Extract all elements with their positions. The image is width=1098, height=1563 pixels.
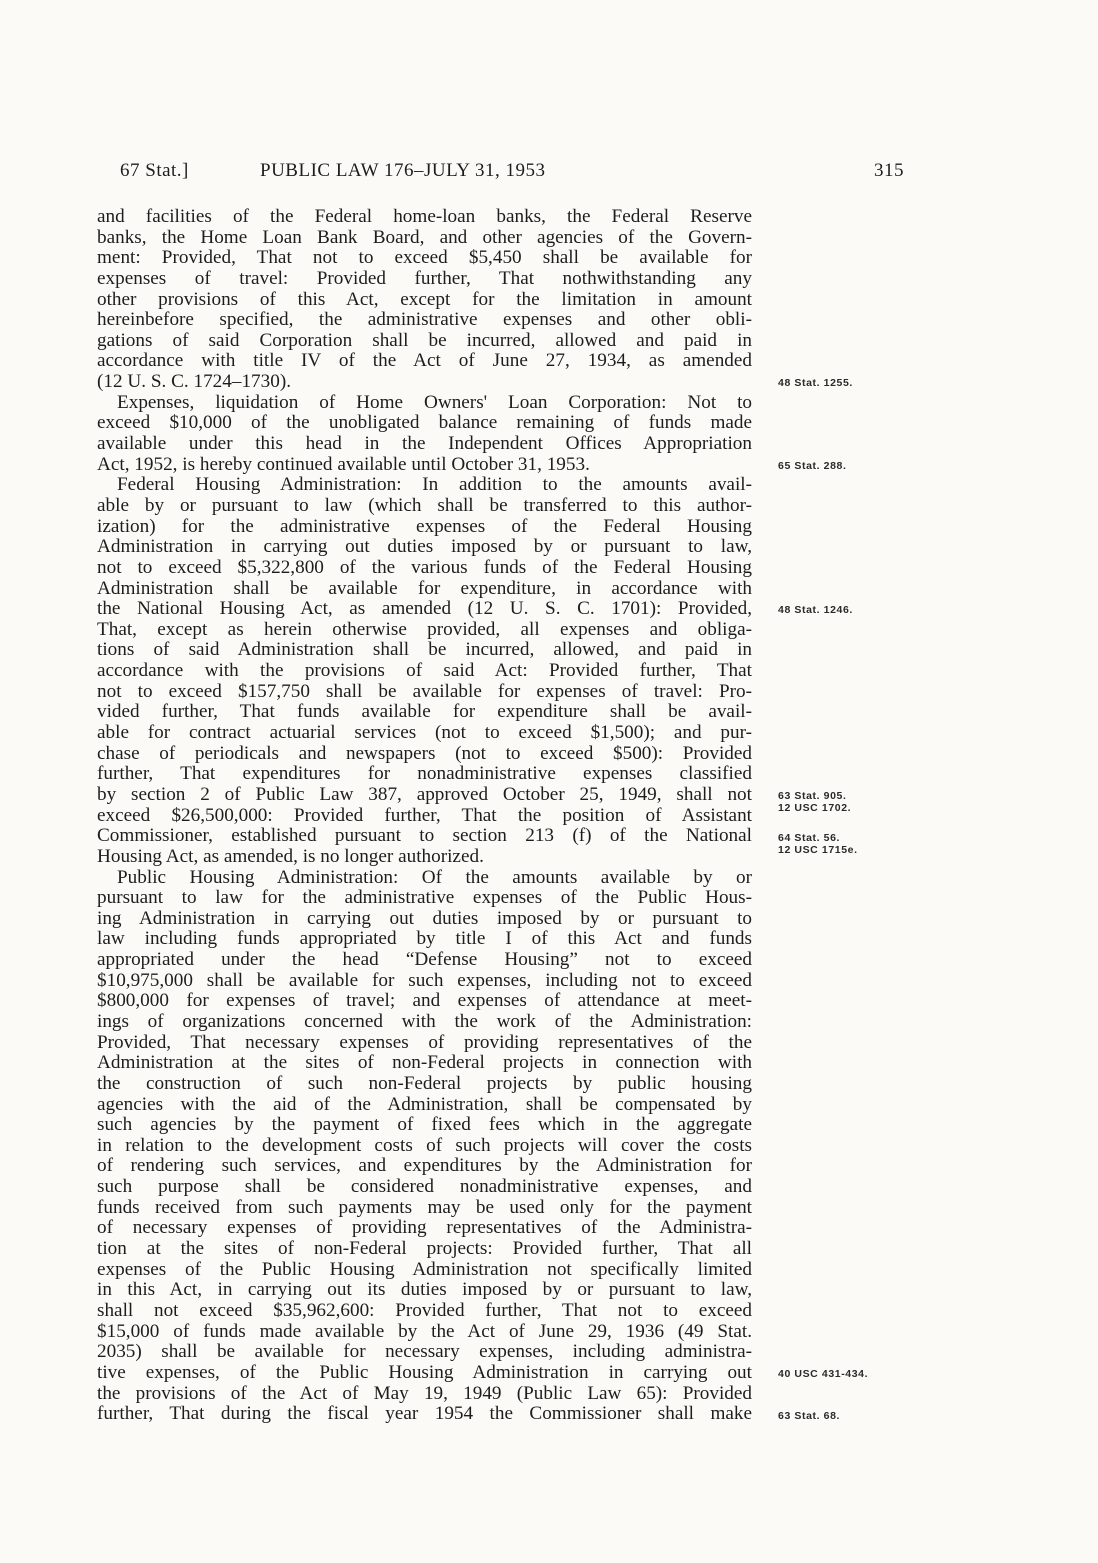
page-header (120, 160, 904, 190)
body-line: in relation to the development costs of such projects will cover the costs (97, 1134, 752, 1156)
body-line: Administration shall be available for expenditure, in accordance with (97, 577, 752, 599)
margin-citation-line: 65 Stat. 288. (778, 459, 847, 472)
body-line: in this Act, in carrying out its duties imposed by or pursuant to law, (97, 1279, 752, 1301)
body-line: able by or pursuant to law (which shall be transferred to this author- (97, 494, 752, 516)
body-line: shall not exceed $35,962,600: Provided further, That not to exceed (97, 1299, 752, 1321)
body-line: further, That during the fiscal year 1954 the Commissioner shall make (97, 1403, 752, 1425)
body-line: further, That expenditures for nonadministrative expenses classified (97, 763, 752, 785)
body-line: such agencies by the payment of fixed fees which in the aggregate (97, 1114, 752, 1136)
body-line: expenses of the Public Housing Administration not specifically limited (97, 1258, 752, 1280)
margin-citation-line: 48 Stat. 1246. (778, 604, 853, 617)
body-line: not to exceed $5,322,800 of the various funds of the Federal Housing (97, 556, 752, 578)
margin-citation (778, 832, 858, 856)
body-line: Act, 1952, is hereby continued available until October 31, 1953. (97, 453, 590, 475)
body-line: the construction of such non-Federal projects by public housing (97, 1072, 752, 1094)
body-line: the National Housing Act, as amended (12 U. S. C. 1701): Provided, (97, 598, 752, 620)
body-line: Housing Act, as amended, is no longer authorized. (97, 845, 484, 867)
body-line: agencies with the aid of the Administration, shall be compensated by (97, 1093, 752, 1115)
body-line: ization) for the administrative expenses of the Federal Housing (97, 515, 752, 537)
body-line: Administration in carrying out duties imposed by or pursuant to law, (97, 536, 752, 558)
margin-citation-line: 40 USC 431-434. (778, 1368, 869, 1381)
body-line: Federal Housing Administration: In addition to the amounts avail- (117, 474, 752, 496)
body-line: ment: Provided, That not to exceed $5,450 shall be available for (97, 247, 752, 269)
margin-citation (778, 460, 847, 472)
body-line: tive expenses, of the Public Housing Administration in carrying out (97, 1361, 752, 1383)
body-line: tion at the sites of non-Federal projects: Provided further, That all (97, 1238, 752, 1260)
page-number: 315 (874, 160, 904, 181)
body-line: exceed $26,500,000: Provided further, That the position of Assistant (97, 804, 752, 826)
header-title: PUBLIC LAW 176–JULY 31, 1953 (260, 160, 546, 181)
body-line: $800,000 for expenses of travel; and expenses of attendance at meet- (97, 990, 752, 1012)
margin-citation-line: 64 Stat. 56. (778, 831, 841, 844)
body-line: ing Administration in carrying out duties imposed by or pursuant to (97, 907, 752, 929)
body-line: law including funds appropriated by title I of this Act and funds (97, 928, 752, 950)
body-line: available under this head in the Independent Offices Appropriation (97, 433, 752, 455)
body-line: pursuant to law for the administrative expenses of the Public Hous- (97, 887, 752, 909)
header-statute-volume: 67 Stat.] (120, 160, 189, 181)
body-line: accordance with title IV of the Act of June 27, 1934, as amended (97, 350, 752, 372)
body-line: of necessary expenses of providing representatives of the Administra- (97, 1217, 752, 1239)
margin-citation-line: 12 USC 1715e. (778, 843, 858, 856)
body-line: exceed $10,000 of the unobligated balance remaining of funds made (97, 412, 752, 434)
body-line: other provisions of this Act, except for the limitation in amount (97, 288, 752, 310)
margin-citation (778, 1410, 840, 1422)
body-line: appropriated under the head “Defense Housing” not to exceed (97, 949, 752, 971)
body-line: and facilities of the Federal home-loan banks, the Federal Reserve (97, 206, 752, 227)
body-line: hereinbefore specified, the administrative expenses and other obli- (97, 309, 752, 331)
body-line: banks, the Home Loan Bank Board, and other agencies of the Govern- (97, 226, 752, 248)
body-line: expenses of travel: Provided further, That nothwithstanding any (97, 267, 752, 289)
body-line: That, except as herein otherwise provided, all expenses and obliga- (97, 618, 752, 640)
body-line: $10,975,000 shall be available for such expenses, including not to exceed (97, 969, 752, 991)
body-line: Expenses, liquidation of Home Owners' Loan Corporation: Not to (117, 391, 752, 413)
margin-citation (778, 604, 853, 616)
body-line: able for contract actuarial services (not to exceed $1,500); and pur- (97, 722, 752, 744)
body-text (97, 207, 752, 1425)
margin-citation (778, 790, 851, 814)
body-line: Provided, That necessary expenses of providing representatives of the (97, 1031, 752, 1053)
body-line: Commissioner, established pursuant to section 213 (f) of the National (97, 825, 752, 847)
body-line: (12 U. S. C. 1724–1730). (97, 371, 292, 393)
body-line: not to exceed $157,750 shall be available for expenses of travel: Pro- (97, 680, 752, 702)
body-line: tions of said Administration shall be incurred, allowed, and paid in (97, 639, 752, 661)
margin-citation (778, 1368, 868, 1380)
body-line: accordance with the provisions of said Act: Provided further, That (97, 660, 752, 682)
body-line: funds received from such payments may be used only for the payment (97, 1196, 752, 1218)
body-line: by section 2 of Public Law 387, approved October 25, 1949, shall not (97, 783, 752, 805)
body-line: vided further, That funds available for expenditure shall be avail- (97, 701, 752, 723)
body-line: ings of organizations concerned with the work of the Administration: (97, 1010, 752, 1032)
body-line: gations of said Corporation shall be incurred, allowed and paid in (97, 329, 752, 351)
body-line: 2035) shall be available for necessary expenses, including administra- (97, 1341, 752, 1363)
margin-citation-line: 63 Stat. 68. (778, 1409, 841, 1422)
margin-citation-line: 48 Stat. 1255. (778, 377, 853, 390)
body-line: $15,000 of funds made available by the Act of June 29, 1936 (49 Stat. (97, 1320, 752, 1342)
body-line: the provisions of the Act of May 19, 1949 (Public Law 65): Provided (97, 1382, 752, 1404)
body-line: chase of periodicals and newspapers (not to exceed $500): Provided (97, 742, 752, 764)
body-line: of rendering such services, and expenditures by the Administration for (97, 1155, 752, 1177)
body-line: Administration at the sites of non-Federal projects in connection with (97, 1052, 752, 1074)
margin-citation (778, 377, 853, 389)
body-line: such purpose shall be considered nonadministrative expenses, and (97, 1176, 752, 1198)
margin-citation-line: 12 USC 1702. (778, 802, 852, 815)
margin-citation-line: 63 Stat. 905. (778, 790, 847, 803)
body-line: Public Housing Administration: Of the amounts available by or (117, 866, 752, 888)
